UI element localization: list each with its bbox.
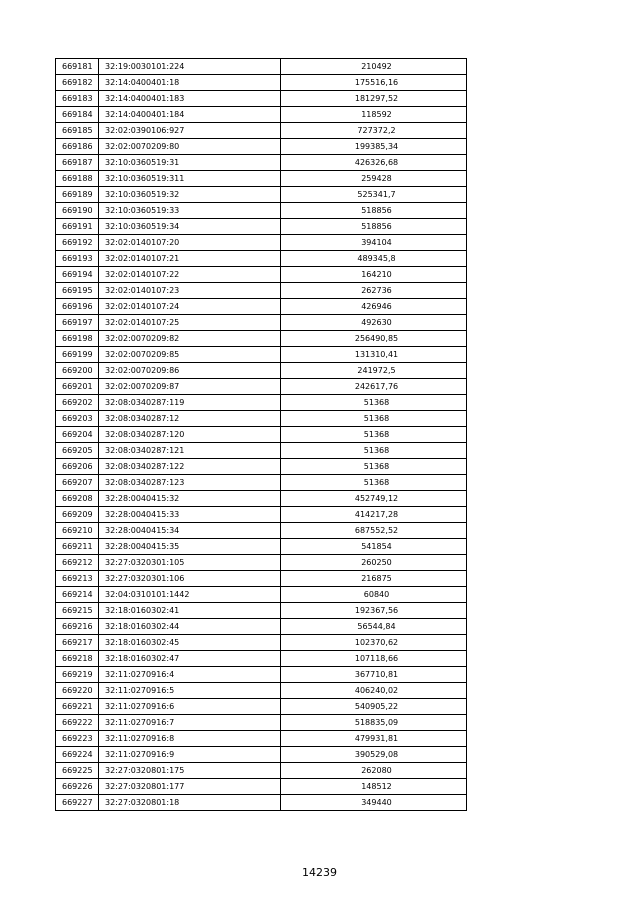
- cadastral-number-cell: 32:10:0360519:311: [99, 171, 281, 187]
- cadastral-number-cell: 32:27:0320801:175: [99, 763, 281, 779]
- cost-value-cell: 181297,52: [281, 91, 467, 107]
- row-id-cell: 669185: [56, 123, 99, 139]
- table-row: [56, 235, 467, 251]
- table-row: [56, 379, 467, 395]
- cost-value-cell: 175516,16: [281, 75, 467, 91]
- table-row: [56, 683, 467, 699]
- row-id-cell: 669182: [56, 75, 99, 91]
- cost-value-cell: 210492: [281, 59, 467, 75]
- cadastral-number-cell: 32:02:0140107:23: [99, 283, 281, 299]
- table-row: [56, 635, 467, 651]
- table-row: [56, 459, 467, 475]
- cadastral-number-cell: 32:02:0140107:21: [99, 251, 281, 267]
- cost-value-cell: 102370,62: [281, 635, 467, 651]
- cost-value-cell: 107118,66: [281, 651, 467, 667]
- cadastral-number-cell: 32:18:0160302:41: [99, 603, 281, 619]
- row-id-cell: 669196: [56, 299, 99, 315]
- row-id-cell: 669189: [56, 187, 99, 203]
- table-row: [56, 491, 467, 507]
- row-id-cell: 669221: [56, 699, 99, 715]
- cadastral-number-cell: 32:11:0270916:9: [99, 747, 281, 763]
- cost-value-cell: 51368: [281, 395, 467, 411]
- cost-value-cell: 199385,34: [281, 139, 467, 155]
- cost-value-cell: 394104: [281, 235, 467, 251]
- row-id-cell: 669184: [56, 107, 99, 123]
- table-row: [56, 795, 467, 811]
- row-id-cell: 669219: [56, 667, 99, 683]
- cadastral-number-cell: 32:27:0320801:18: [99, 795, 281, 811]
- cadastral-number-cell: 32:27:0320301:105: [99, 555, 281, 571]
- table-row: [56, 507, 467, 523]
- row-id-cell: 669217: [56, 635, 99, 651]
- row-id-cell: 669222: [56, 715, 99, 731]
- cost-value-cell: 452749,12: [281, 491, 467, 507]
- row-id-cell: 669224: [56, 747, 99, 763]
- cost-value-cell: 216875: [281, 571, 467, 587]
- cadastral-number-cell: 32:08:0340287:121: [99, 443, 281, 459]
- row-id-cell: 669227: [56, 795, 99, 811]
- cadastral-number-cell: 32:11:0270916:7: [99, 715, 281, 731]
- row-id-cell: 669203: [56, 411, 99, 427]
- row-id-cell: 669211: [56, 539, 99, 555]
- cadastral-number-cell: 32:11:0270916:5: [99, 683, 281, 699]
- row-id-cell: 669215: [56, 603, 99, 619]
- row-id-cell: 669192: [56, 235, 99, 251]
- cadastral-number-cell: 32:28:0040415:32: [99, 491, 281, 507]
- cost-value-cell: 406240,02: [281, 683, 467, 699]
- cost-value-cell: 259428: [281, 171, 467, 187]
- table-row: [56, 539, 467, 555]
- row-id-cell: 669204: [56, 427, 99, 443]
- table-row: [56, 139, 467, 155]
- table-row: [56, 107, 467, 123]
- row-id-cell: 669200: [56, 363, 99, 379]
- cost-value-cell: 192367,56: [281, 603, 467, 619]
- cadastral-number-cell: 32:08:0340287:12: [99, 411, 281, 427]
- cost-value-cell: 131310,41: [281, 347, 467, 363]
- cadastral-number-cell: 32:02:0140107:24: [99, 299, 281, 315]
- cadastral-number-cell: 32:11:0270916:4: [99, 667, 281, 683]
- cost-value-cell: 51368: [281, 443, 467, 459]
- cadastral-number-cell: 32:10:0360519:31: [99, 155, 281, 171]
- table-row: [56, 443, 467, 459]
- cadastral-number-cell: 32:14:0400401:18: [99, 75, 281, 91]
- cadastral-number-cell: 32:14:0400401:184: [99, 107, 281, 123]
- row-id-cell: 669214: [56, 587, 99, 603]
- row-id-cell: 669205: [56, 443, 99, 459]
- cadastral-number-cell: 32:08:0340287:123: [99, 475, 281, 491]
- table-row: [56, 603, 467, 619]
- row-id-cell: 669181: [56, 59, 99, 75]
- cost-value-cell: 426326,68: [281, 155, 467, 171]
- table-row: [56, 91, 467, 107]
- cost-value-cell: 260250: [281, 555, 467, 571]
- cost-value-cell: 426946: [281, 299, 467, 315]
- cadastral-number-cell: 32:02:0070209:85: [99, 347, 281, 363]
- row-id-cell: 669207: [56, 475, 99, 491]
- table-row: [56, 187, 467, 203]
- cost-value-cell: 489345,8: [281, 251, 467, 267]
- cadastral-number-cell: 32:08:0340287:122: [99, 459, 281, 475]
- table-row: [56, 747, 467, 763]
- table-row: [56, 619, 467, 635]
- row-id-cell: 669191: [56, 219, 99, 235]
- cost-value-cell: 262736: [281, 283, 467, 299]
- row-id-cell: 669223: [56, 731, 99, 747]
- table-row: [56, 219, 467, 235]
- row-id-cell: 669220: [56, 683, 99, 699]
- cost-value-cell: 118592: [281, 107, 467, 123]
- table-row: [56, 427, 467, 443]
- cost-value-cell: 60840: [281, 587, 467, 603]
- cadastral-number-cell: 32:10:0360519:34: [99, 219, 281, 235]
- table-row: [56, 75, 467, 91]
- cadastral-number-cell: 32:28:0040415:33: [99, 507, 281, 523]
- cost-value-cell: 51368: [281, 475, 467, 491]
- cost-value-cell: 262080: [281, 763, 467, 779]
- row-id-cell: 669198: [56, 331, 99, 347]
- row-id-cell: 669212: [56, 555, 99, 571]
- cost-value-cell: 518856: [281, 219, 467, 235]
- cadastral-number-cell: 32:10:0360519:32: [99, 187, 281, 203]
- table-row: [56, 779, 467, 795]
- row-id-cell: 669226: [56, 779, 99, 795]
- cost-value-cell: 518856: [281, 203, 467, 219]
- cadastral-number-cell: 32:28:0040415:34: [99, 523, 281, 539]
- table-body: [56, 59, 467, 811]
- table-row: [56, 155, 467, 171]
- table-row: [56, 363, 467, 379]
- cost-value-cell: 687552,52: [281, 523, 467, 539]
- table-row: [56, 283, 467, 299]
- row-id-cell: 669206: [56, 459, 99, 475]
- cost-value-cell: 479931,81: [281, 731, 467, 747]
- cost-value-cell: 540905,22: [281, 699, 467, 715]
- table-row: [56, 667, 467, 683]
- row-id-cell: 669201: [56, 379, 99, 395]
- cadastral-number-cell: 32:27:0320301:106: [99, 571, 281, 587]
- table-row: [56, 59, 467, 75]
- page-number: 14239: [302, 866, 337, 879]
- table-row: [56, 299, 467, 315]
- cadastral-number-cell: 32:18:0160302:44: [99, 619, 281, 635]
- cost-value-cell: 727372,2: [281, 123, 467, 139]
- row-id-cell: 669193: [56, 251, 99, 267]
- table-row: [56, 715, 467, 731]
- cost-value-cell: 241972,5: [281, 363, 467, 379]
- cost-value-cell: 164210: [281, 267, 467, 283]
- table-row: [56, 651, 467, 667]
- cost-value-cell: 51368: [281, 411, 467, 427]
- table-row: [56, 571, 467, 587]
- cadastral-number-cell: 32:02:0140107:25: [99, 315, 281, 331]
- cost-value-cell: 541854: [281, 539, 467, 555]
- cost-value-cell: 256490,85: [281, 331, 467, 347]
- cadastral-number-cell: 32:18:0160302:45: [99, 635, 281, 651]
- cost-value-cell: 51368: [281, 459, 467, 475]
- cadastral-number-cell: 32:02:0070209:80: [99, 139, 281, 155]
- table-row: [56, 731, 467, 747]
- table-row: [56, 523, 467, 539]
- table-row: [56, 395, 467, 411]
- cadastral-number-cell: 32:10:0360519:33: [99, 203, 281, 219]
- row-id-cell: 669195: [56, 283, 99, 299]
- row-id-cell: 669216: [56, 619, 99, 635]
- cadastral-number-cell: 32:19:0030101:224: [99, 59, 281, 75]
- cadastral-number-cell: 32:08:0340287:119: [99, 395, 281, 411]
- table-row: [56, 347, 467, 363]
- cost-value-cell: 492630: [281, 315, 467, 331]
- cadastral-number-cell: 32:14:0400401:183: [99, 91, 281, 107]
- row-id-cell: 669199: [56, 347, 99, 363]
- row-id-cell: 669187: [56, 155, 99, 171]
- table-row: [56, 203, 467, 219]
- row-id-cell: 669194: [56, 267, 99, 283]
- cadastral-number-cell: 32:27:0320801:177: [99, 779, 281, 795]
- cadastral-number-cell: 32:11:0270916:8: [99, 731, 281, 747]
- cost-value-cell: 414217,28: [281, 507, 467, 523]
- row-id-cell: 669188: [56, 171, 99, 187]
- row-id-cell: 669202: [56, 395, 99, 411]
- cost-value-cell: 56544,84: [281, 619, 467, 635]
- row-id-cell: 669209: [56, 507, 99, 523]
- table-row: [56, 315, 467, 331]
- cadastral-number-cell: 32:08:0340287:120: [99, 427, 281, 443]
- cost-value-cell: 367710,81: [281, 667, 467, 683]
- row-id-cell: 669197: [56, 315, 99, 331]
- cadastral-number-cell: 32:02:0070209:87: [99, 379, 281, 395]
- cost-value-cell: 518835,09: [281, 715, 467, 731]
- cadastral-number-cell: 32:02:0390106:927: [99, 123, 281, 139]
- cadastral-number-cell: 32:04:0310101:1442: [99, 587, 281, 603]
- row-id-cell: 669208: [56, 491, 99, 507]
- cadastral-table: [55, 58, 467, 811]
- table-row: [56, 699, 467, 715]
- table-row: [56, 267, 467, 283]
- cadastral-number-cell: 32:02:0140107:20: [99, 235, 281, 251]
- cadastral-number-cell: 32:11:0270916:6: [99, 699, 281, 715]
- cadastral-number-cell: 32:18:0160302:47: [99, 651, 281, 667]
- cost-value-cell: 525341,7: [281, 187, 467, 203]
- cadastral-number-cell: 32:02:0070209:86: [99, 363, 281, 379]
- row-id-cell: 669183: [56, 91, 99, 107]
- table-row: [56, 251, 467, 267]
- row-id-cell: 669225: [56, 763, 99, 779]
- table-row: [56, 171, 467, 187]
- table-row: [56, 123, 467, 139]
- cost-value-cell: 242617,76: [281, 379, 467, 395]
- table-row: [56, 411, 467, 427]
- cost-value-cell: 148512: [281, 779, 467, 795]
- table-row: [56, 587, 467, 603]
- table-row: [56, 475, 467, 491]
- table-row: [56, 763, 467, 779]
- row-id-cell: 669210: [56, 523, 99, 539]
- cost-value-cell: 349440: [281, 795, 467, 811]
- row-id-cell: 669190: [56, 203, 99, 219]
- row-id-cell: 669213: [56, 571, 99, 587]
- row-id-cell: 669186: [56, 139, 99, 155]
- cost-value-cell: 51368: [281, 427, 467, 443]
- table-row: [56, 555, 467, 571]
- row-id-cell: 669218: [56, 651, 99, 667]
- cadastral-number-cell: 32:28:0040415:35: [99, 539, 281, 555]
- cost-value-cell: 390529,08: [281, 747, 467, 763]
- cadastral-number-cell: 32:02:0070209:82: [99, 331, 281, 347]
- cadastral-number-cell: 32:02:0140107:22: [99, 267, 281, 283]
- table-row: [56, 331, 467, 347]
